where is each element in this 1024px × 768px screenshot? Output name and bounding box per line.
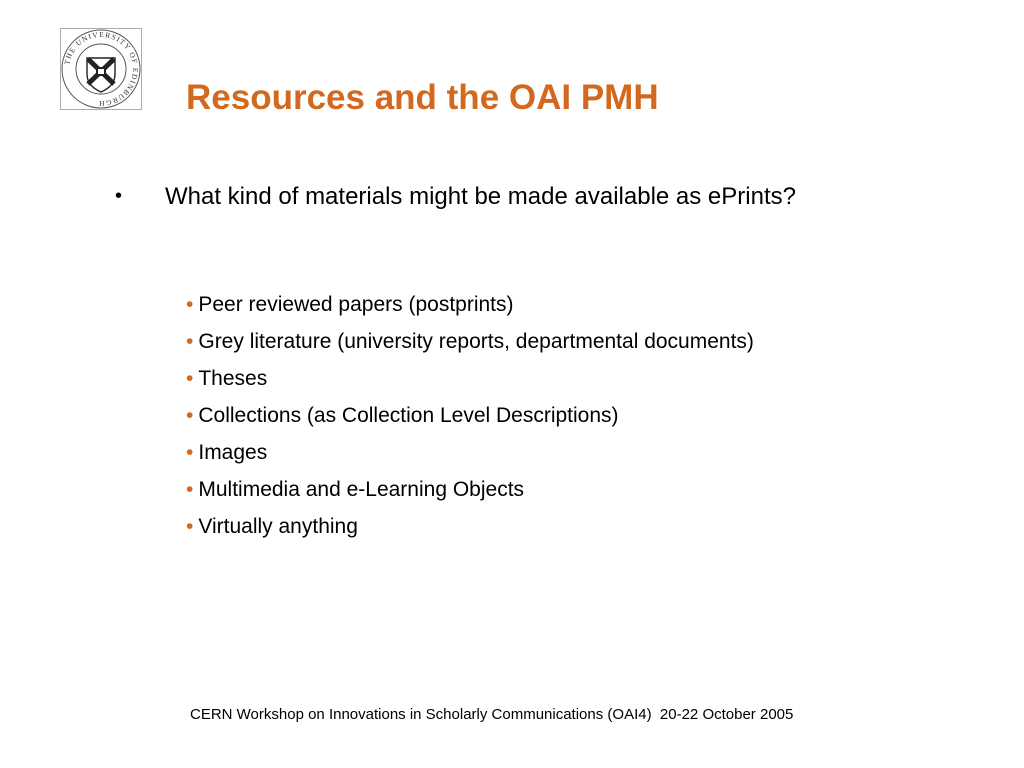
list-item-text: Collections (as Collection Level Descriptions): [198, 404, 619, 427]
list-item: [186, 290, 754, 327]
bullet-marker: •: [186, 293, 194, 316]
list-item: [186, 364, 754, 401]
list-item-text: Theses: [198, 367, 268, 390]
main-bullet: [115, 180, 875, 213]
bullet-marker: •: [186, 330, 194, 353]
slide-title: Resources and the OAI PMH: [186, 78, 659, 117]
list-item-text: Grey literature (university reports, departmental documents): [198, 330, 754, 353]
slide-footer: CERN Workshop on Innovations in Scholarly Communications (OAI4) 20-22 October 2005: [190, 706, 794, 723]
list-item: [186, 401, 754, 438]
bullet-marker: •: [186, 367, 194, 390]
university-of-edinburgh-crest-icon: [60, 28, 142, 110]
list-item-text: Multimedia and e-Learning Objects: [198, 478, 525, 501]
sub-bullet-list: [186, 290, 754, 549]
list-item-text: Virtually anything: [198, 515, 358, 538]
bullet-marker: •: [186, 441, 194, 464]
bullet-marker: •: [186, 515, 194, 538]
list-item: [186, 438, 754, 475]
svg-text:THE UNIVERSITY OF EDINBURGH: THE UNIVERSITY OF EDINBURGH: [62, 29, 141, 109]
list-item: [186, 327, 754, 364]
main-bullet-text: What kind of materials might be made available as ePrints?: [165, 183, 796, 210]
bullet-marker: •: [115, 185, 123, 207]
bullet-marker: •: [186, 478, 194, 501]
list-item-text: Images: [198, 441, 268, 464]
list-item-text: Peer reviewed papers (postprints): [198, 293, 514, 316]
bullet-marker: •: [186, 404, 194, 427]
list-item: [186, 512, 754, 549]
list-item: [186, 475, 754, 512]
